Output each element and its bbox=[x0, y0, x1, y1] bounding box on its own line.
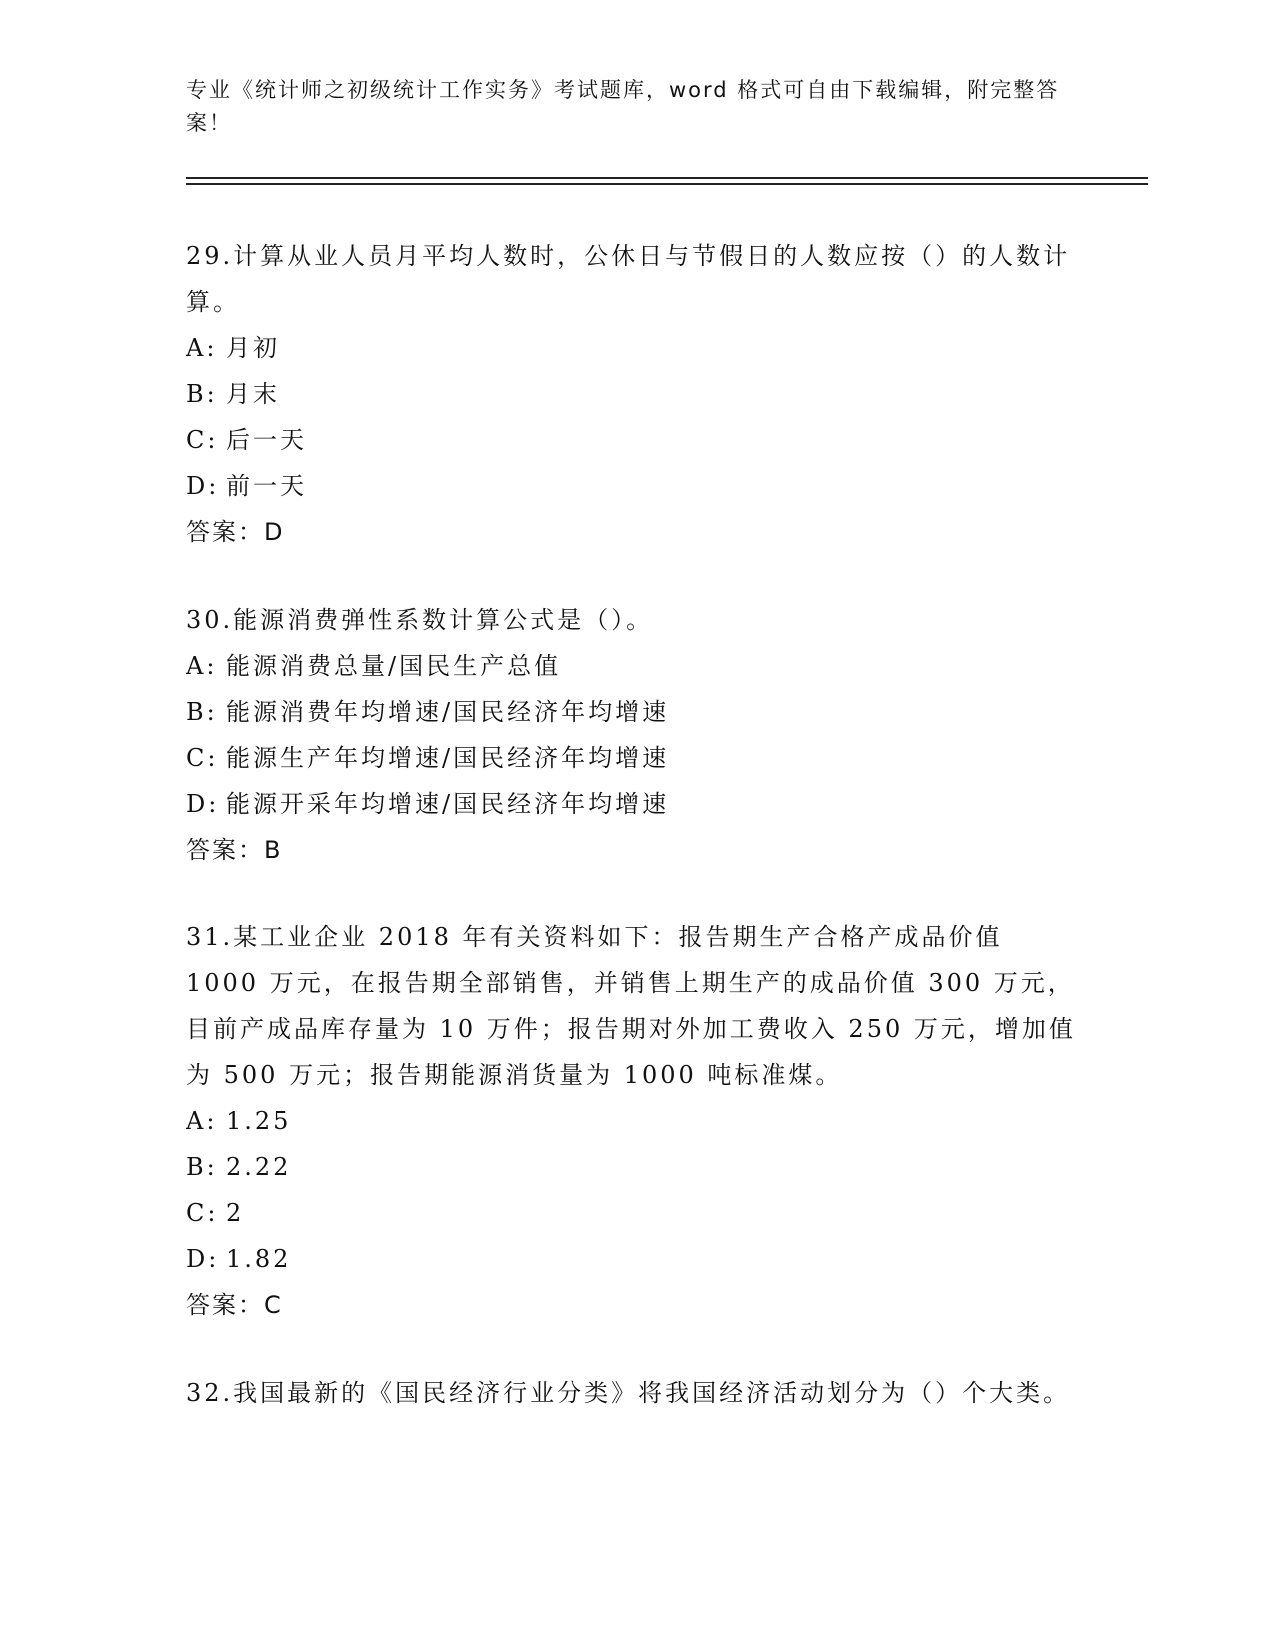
option-text: 1.82 bbox=[226, 1245, 292, 1273]
option-text: 能源生产年均增速/国民经济年均增速 bbox=[226, 744, 670, 772]
option-d bbox=[186, 1236, 1086, 1282]
option-text: 2 bbox=[226, 1199, 245, 1227]
option-key: D: bbox=[186, 790, 220, 818]
option-text: 能源消费年均增速/国民经济年均增速 bbox=[226, 698, 670, 726]
header-divider-top bbox=[186, 177, 1148, 179]
option-d bbox=[186, 781, 1086, 827]
option-key: A: bbox=[186, 652, 218, 680]
option-key: A: bbox=[186, 1107, 218, 1135]
question-29 bbox=[186, 233, 1086, 555]
option-key: C: bbox=[186, 744, 219, 772]
option-a bbox=[186, 1098, 1086, 1144]
option-b bbox=[186, 371, 1086, 417]
option-c bbox=[186, 1190, 1086, 1236]
option-d bbox=[186, 463, 1086, 509]
question-stem: 30.能源消费弹性系数计算公式是（）。 bbox=[186, 606, 654, 634]
option-key: C: bbox=[186, 1199, 219, 1227]
option-text: 月初 bbox=[226, 334, 280, 362]
option-key: B: bbox=[186, 698, 218, 726]
option-a bbox=[186, 325, 1086, 371]
option-key: B: bbox=[186, 380, 218, 408]
option-text: 前一天 bbox=[226, 472, 307, 500]
option-key: B: bbox=[186, 1153, 218, 1181]
option-key: C: bbox=[186, 426, 219, 454]
question-stem: 31.某工业企业 2018 年有关资料如下：报告期生产合格产成品价值 1000 万元，在报告期全部销售，并销售上期生产的成品价值 300 万元，目前产成品库存量为 10 万件；报告期对外加工费收入 250 万元，增加值为 500 万元；报告期能源消货量为 1000 吨标准煤。 bbox=[186, 923, 1076, 1089]
question-32 bbox=[186, 1370, 1086, 1416]
option-a bbox=[186, 643, 1086, 689]
question-31 bbox=[186, 914, 1086, 1328]
answer-line: 答案：C bbox=[186, 1291, 283, 1319]
option-key: D: bbox=[186, 1245, 220, 1273]
option-text: 能源开采年均增速/国民经济年均增速 bbox=[226, 790, 670, 818]
option-text: 月末 bbox=[226, 380, 280, 408]
header-divider-bottom bbox=[186, 183, 1148, 185]
option-b bbox=[186, 689, 1086, 735]
question-stem: 29.计算从业人员月平均人数时，公休日与节假日的人数应按（）的人数计算。 bbox=[186, 242, 1071, 316]
answer-line: 答案：B bbox=[186, 836, 283, 864]
option-b bbox=[186, 1144, 1086, 1190]
option-text: 2.22 bbox=[226, 1153, 292, 1181]
document-header: 专业《统计师之初级统计工作实务》考试题库，word 格式可自由下载编辑，附完整答案！ bbox=[186, 78, 1060, 135]
option-c bbox=[186, 417, 1086, 463]
option-key: A: bbox=[186, 334, 218, 362]
option-c bbox=[186, 735, 1086, 781]
option-text: 1.25 bbox=[226, 1107, 292, 1135]
option-text: 后一天 bbox=[226, 426, 307, 454]
question-stem: 32.我国最新的《国民经济行业分类》将我国经济活动划分为（）个大类。 bbox=[186, 1379, 1071, 1407]
option-text: 能源消费总量/国民生产总值 bbox=[226, 652, 562, 680]
option-key: D: bbox=[186, 472, 220, 500]
question-30 bbox=[186, 597, 1086, 873]
answer-line: 答案：D bbox=[186, 518, 285, 546]
